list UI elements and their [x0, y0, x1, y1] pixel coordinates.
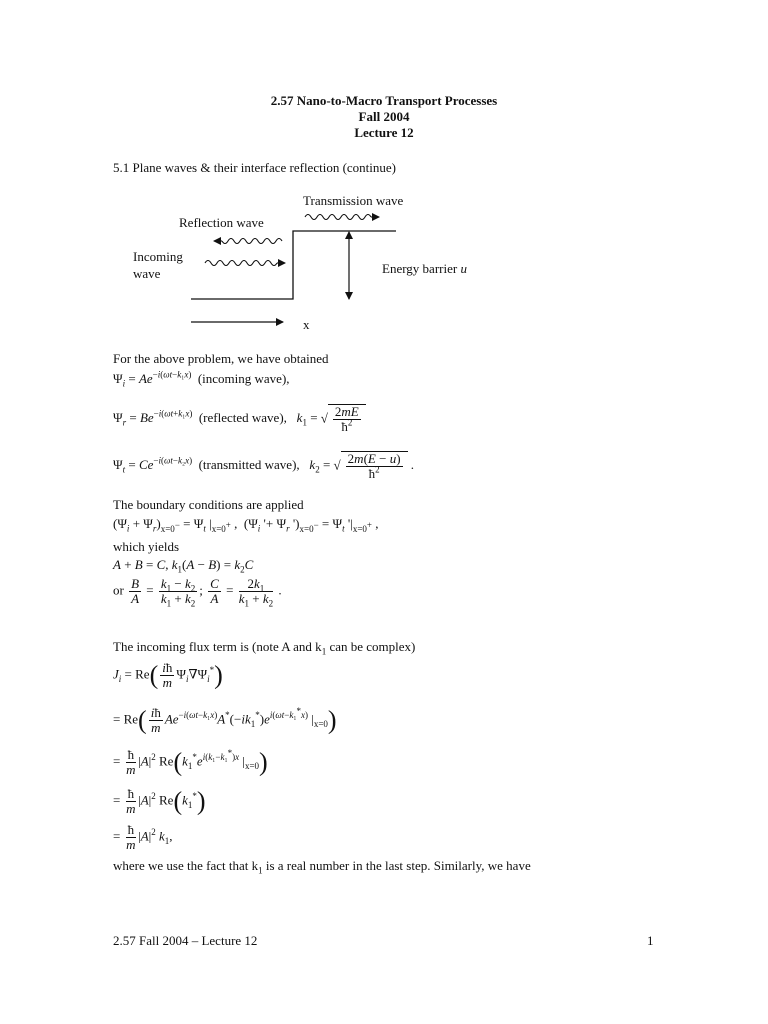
document-lecture: Lecture 12: [354, 125, 414, 140]
reflected-wave-note: (reflected wave),: [198, 409, 287, 425]
last-step-part1: where we use the fact that k: [113, 858, 259, 873]
boundary-condition-equation: $(\Psi_i + \Psi_r)_{x=0^-} = \Psi_t$ $|_{x=0^+}$ , ($\Psi_i$ '+ $\Psi_r$ ')$_{x=0^-} = \Psi_t$ '$|_{x=0^+}$ ,: [113, 516, 379, 534]
psi-transmitted-equation: [113, 451, 414, 481]
reflection-wave-squiggle: [222, 239, 282, 244]
yields-text: which yields: [113, 539, 180, 554]
flux-equation-line3: = $\frac{ħ}{m}$ $|A|^2$ $Re(k_1^*e^{i(k_1-k_1^*)x}$ $|_{x=0}$): [113, 747, 268, 777]
page-number: 1: [647, 933, 654, 948]
flux-intro-sub: 1: [321, 646, 327, 657]
boundary-text: The boundary conditions are applied: [113, 497, 304, 512]
energy-barrier-text: Energy barrier: [382, 261, 458, 276]
incoming-wave-label-line1: Incoming: [133, 249, 183, 264]
k2-definition: $k_2$ = √ $\frac{2m(E - u)}{ħ^2}$ .: [309, 451, 415, 481]
incoming-wave-note: (incoming wave),: [197, 371, 290, 386]
k1-definition: $k_1$ = √ $\frac{2mE}{ħ^2}$: [297, 410, 366, 425]
psi-reflected-equation: [113, 404, 366, 434]
transmission-wave-squiggle: [305, 215, 371, 220]
flux-equation-line5: = $\frac{ħ}{m}$ $|A|^2$ $k_1$,: [113, 822, 173, 852]
flux-intro-part2: can be complex): [326, 639, 416, 654]
or-text: or: [113, 582, 124, 598]
psi-reflected-formula: $\Psi_r = Be^{-i(\omega t+k_1x)}$: [113, 408, 193, 428]
reflection-wave-label: Reflection wave: [179, 215, 264, 230]
psi-incoming-equation: [113, 371, 290, 387]
transmitted-wave-note: (transmitted wave),: [198, 456, 300, 472]
flux-equation-line2: = Re( $\frac{iħ}{m}$ $Ae^{-i(\omega t-k_1x)}A^*(-ik_1^*)e^{i(\omega t-k_1^*x)}$ $|_{x=0}$): [113, 705, 337, 735]
energy-barrier-symbol: u: [460, 261, 467, 276]
continuity-equation: A + B = C, $k_1(A - B) = k_2C$: [113, 557, 254, 575]
flux-equation-line4: = $\frac{ħ}{m}$ $|A|^2$ $Re(k_1^*)$: [113, 786, 206, 816]
last-step-part2: is a real number in the last step. Similarly, we have: [262, 858, 531, 873]
incoming-wave-squiggle: [205, 261, 277, 266]
last-step-sub: 1: [258, 865, 263, 876]
transmission-wave-label: Transmission wave: [303, 193, 404, 208]
document-title: 2.57 Nano-to-Macro Transport Processes: [270, 93, 498, 108]
ratio-equation: or $\frac{B}{A}$ = $\frac{k_1 - k_2}{k_1 + k_2}$ ; $\frac{C}{A}$ = $\frac{2k_1}{k_1 + k_2}$ .: [113, 576, 282, 609]
flux-intro-text: [113, 639, 415, 655]
section-heading: 5.1 Plane waves & their interface reflection (continue): [113, 160, 396, 175]
flux-equation-line1: $J_i = Re$( $\frac{iħ}{m}$ $\Psi_i\nabla\Psi_i^*$): [113, 660, 223, 690]
psi-incoming-formula: $\Psi_i = Ae^{-i(\omega t-k_1x)}$: [113, 369, 192, 389]
x-axis-label: x: [303, 317, 310, 332]
barrier-diagram: [0, 0, 768, 340]
last-step-text: [113, 858, 531, 874]
document-term: Fall 2004: [358, 109, 410, 124]
incoming-wave-label-line2: wave: [133, 266, 161, 281]
footer-left: 2.57 Fall 2004 – Lecture 12: [113, 933, 258, 948]
flux-intro-part1: The incoming flux term is (note A and k: [113, 639, 322, 654]
psi-transmitted-formula: $\Psi_t = Ce^{-i(\omega t-k_2x)}$: [113, 455, 193, 475]
obtained-text: For the above problem, we have obtained: [113, 351, 329, 366]
